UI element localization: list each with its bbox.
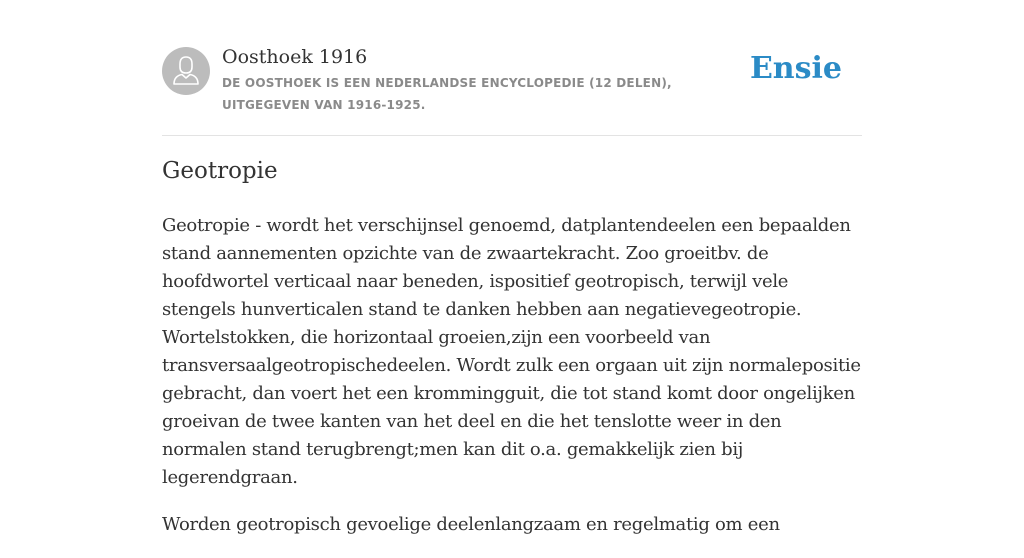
article-title: Geotropie bbox=[162, 158, 278, 184]
avatar[interactable] bbox=[162, 47, 210, 95]
page-container bbox=[162, 0, 862, 535]
article-paragraph: Worden geotropisch gevoelige deelenlangzaam en regelmatig om een bbox=[162, 514, 780, 535]
user-icon bbox=[162, 47, 210, 95]
ensie-logo[interactable]: Ensie bbox=[749, 51, 842, 86]
source-description: DE OOSTHOEK IS EEN NEDERLANDSE ENCYCLOPEDIE (12 DELEN), UITGEGEVEN VAN 1916-1925. bbox=[222, 76, 672, 112]
article-body bbox=[162, 212, 862, 558]
article-paragraph: Geotropie - wordt het verschijnsel genoemd, datplantendeelen een bepaalden stand aannementen opzichte van de zwaartekracht. Zoo groeitbv. de hoofdwortel verticaal naar beneden, ispositief geotropisch, terwijl vele stengels hunverticalen stand te danken hebben aan negatievegeotropie. Wortelstokken, die horizontaal groeien,zijn een voorbeeld van transversaalgeotropischedeelen. Wordt zulk een orgaan uit zijn normalepositie gebracht, dan voert het een krommingguit, die tot stand komt door ongelijken groeivan de twee kanten van het deel en die het tenslotte weer in den normalen stand terugbrengt;men kan dit o.a. gemakkelijk zien bij legerendgraan. bbox=[162, 215, 861, 488]
source-header bbox=[162, 0, 862, 136]
source-name[interactable]: Oosthoek 1916 bbox=[222, 46, 368, 68]
